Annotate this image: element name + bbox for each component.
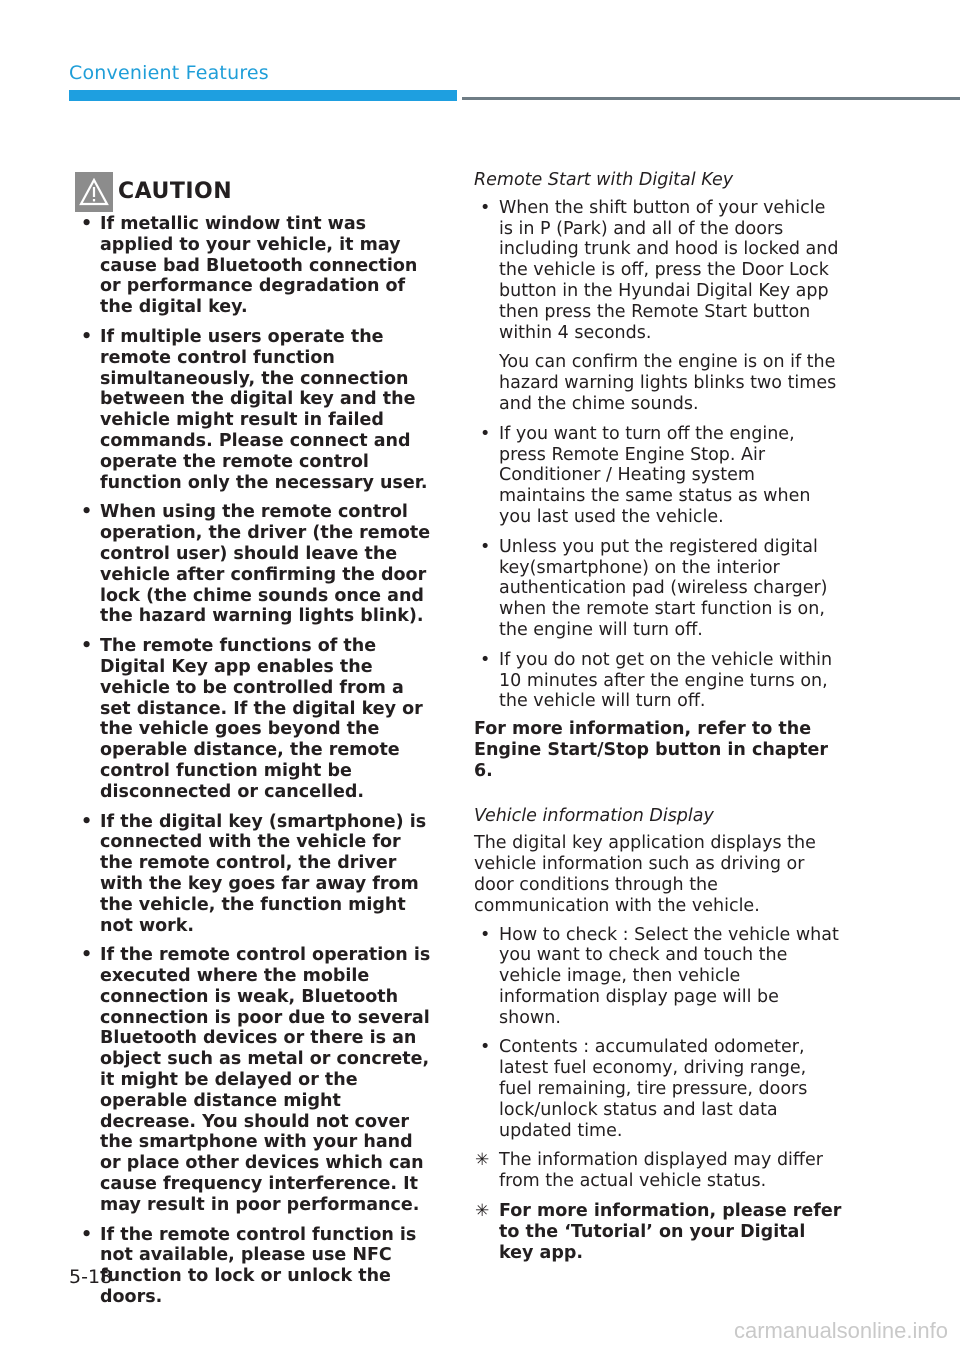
remote-start-heading: Remote Start with Digital Key: [474, 170, 734, 190]
watermark: carmanualsonline.info: [733, 1318, 948, 1343]
asterisk-icon: ✳: [475, 1150, 490, 1171]
remote-start-item-text: When the shift button of your vehicle is in P (Park) and all of the doors including trunk and hood is locked and the vehicle is off, press the Door Lock button in the Hyundai Digital Key app then press the Remote Start button within 4 seconds.: [499, 197, 839, 343]
caution-list: [75, 214, 437, 1308]
caution-item: • If multiple users operate the remote control function simultaneously, the connection between the digital key and the vehicle might result in failed commands. Please connect and operate the remote control function only the necessary user.: [75, 327, 437, 493]
remote-start-item: • If you want to turn off the engine, press Remote Engine Stop. Air Conditioner / Heating system maintains the same status as when you last used the vehicle.: [474, 424, 844, 528]
vehicle-info-heading: Vehicle information Display: [474, 805, 714, 826]
remote-start-item-extra: You can confirm the engine is on if the hazard warning lights blinks two times and the chime sounds.: [499, 352, 837, 414]
vehicle-info-intro: The digital key application displays the vehicle information such as driving or door conditions through the communication with the vehicle.: [474, 833, 816, 916]
vehicle-info-list: [474, 925, 844, 1142]
right-column: [474, 170, 844, 1272]
remote-start-list: [474, 198, 844, 712]
page-number: 5-18: [69, 1266, 113, 1288]
info-note-text: The information displayed may differ from the actual vehicle status.: [499, 1150, 823, 1192]
caution-item: • If the digital key (smartphone) is connected with the vehicle for the remote control, the driver with the key goes far away from the vehicle, the function might not work.: [75, 812, 437, 937]
remote-start-item: • If you do not get on the vehicle within 10 minutes after the engine turns on, the vehicle will turn off.: [474, 650, 844, 712]
caution-item: • If the remote control operation is executed where the mobile connection is weak, Bluetooth connection is poor due to several Bluetooth devices or there is an object such as metal or concrete, it might be delayed or the operable distance might decrease. You should not cover the smartphone with your hand or place other devices which can cause frequency interference. It may result in poor performance.: [75, 945, 437, 1215]
vehicle-info-item: • How to check : Select the vehicle what you want to check and touch the vehicle image, then vehicle information display page will be shown.: [474, 925, 844, 1029]
more-info-note: For more information, refer to the Engine Start/Stop button in chapter 6.: [474, 719, 829, 781]
warning-triangle-icon: [75, 172, 113, 212]
info-note: [474, 1150, 844, 1192]
left-column: [75, 170, 437, 1317]
remote-start-item: • Unless you put the registered digital key(smartphone) on the interior authentication pad (wireless charger) when the remote start function is on, the engine will turn off.: [474, 537, 844, 641]
caution-item: • When using the remote control operation, the driver (the remote control user) should leave the vehicle after confirming the door lock (the chime sounds once and the hazard warning lights blink).: [75, 502, 437, 627]
asterisk-icon: ✳: [475, 1201, 490, 1222]
header-rule: [462, 97, 960, 100]
tutorial-note-text: For more information, please refer to the ‘Tutorial’ on your Digital key app.: [499, 1201, 842, 1263]
caution-item: • The remote functions of the Digital Key app enables the vehicle to be controlled from a set distance. If the digital key or the vehicle goes beyond the operable distance, the remote control function might be disconnected or cancelled.: [75, 636, 437, 802]
caution-item: • If metallic window tint was applied to your vehicle, it may cause bad Bluetooth connection or performance degradation of the digital key.: [75, 214, 437, 318]
caution-title: CAUTION: [118, 178, 233, 204]
section-title: Convenient Features: [69, 62, 269, 84]
caution-item: • If the remote control function is not available, please use NFC function to lock or unlock the doors.: [75, 1225, 437, 1308]
vehicle-info-item: • Contents : accumulated odometer, latest fuel economy, driving range, fuel remaining, tire pressure, doors lock/unlock status and last data updated time.: [474, 1037, 844, 1141]
caution-header: [75, 170, 437, 214]
tutorial-note: [474, 1201, 844, 1263]
remote-start-item: [474, 198, 844, 415]
header-accent-bar: [69, 90, 457, 101]
